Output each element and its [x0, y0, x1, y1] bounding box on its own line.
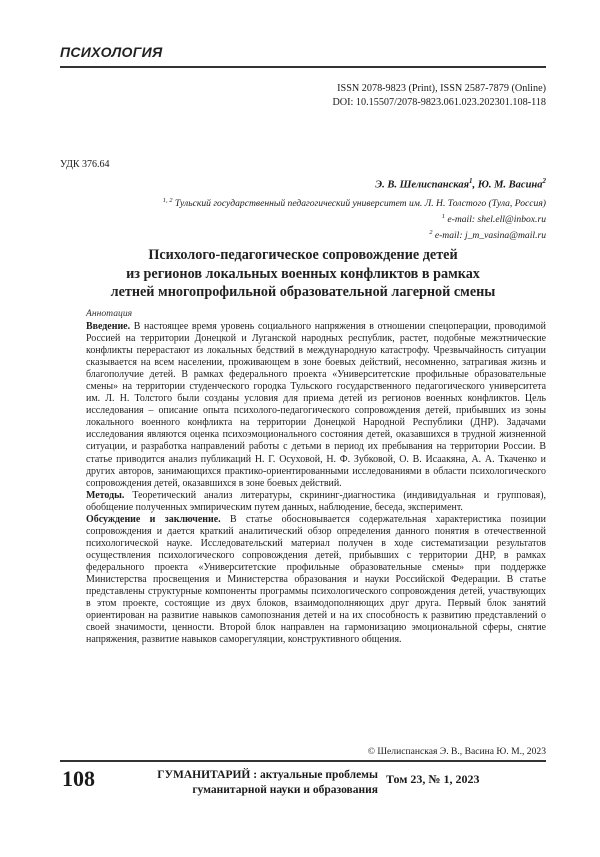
section-title: ПСИХОЛОГИЯ — [60, 44, 163, 60]
header-rule — [60, 66, 546, 68]
title-line: Психолого-педагогическое сопровождение детей — [148, 247, 458, 263]
methods-label: Методы. — [86, 489, 125, 501]
affiliation-superscript: 1, 2 — [162, 197, 173, 204]
journal-line: ГУМАНИТАРИЙ : актуальные проблемы — [157, 769, 378, 781]
author-superscript: 2 — [542, 177, 546, 185]
title-line: летней многопрофильной образовательной лагерной смены — [110, 284, 496, 300]
author-superscript: 1 — [468, 177, 473, 185]
issn-line: ISSN 2078-9823 (Print), ISSN 2587-7879 (Online) — [337, 83, 546, 94]
discussion-text: В статье обосновывается содержательная характеристика позиции сопровождения и дается краткий аналитический обзор определения данного понятия в отечественной психологической науке. Исследовательский материал получен в ходе систематизации результатов осуществления психологического сопровождения детей, прибывших с территории ДНР, в рамках федерального проекта «Университетские профильные образовательные смены» при поддержке Министерства просвещения и Министерства образования и науки Российской Федерации. В статье представлены структурные компоненты программы психологического сопровождения детей, участвующих в этом проекте, состоящие из двух блоков, взаимодополняющих друг друга. Первый блок занятий ориентирован на развитие навыков самопознания детей и на их способность к развитию представлений о своей значимости, ценности. Второй блок направлен на гармонизацию эмоциональной сферы, снятие напряжения, развитие навыков саморегуляции, конструктивного общения. — [86, 513, 546, 646]
author-name: Ю. М. Васина — [477, 179, 543, 191]
author-line — [375, 177, 546, 191]
methods-text: Теоретический анализ литературы, скрининг-диагностика (индивидуальная и групповая), обобщение полученных эмпирическим путем данных, наблюдение, беседа, эксперимент. — [86, 489, 546, 513]
volume-info: Том 23, № 1, 2023 — [386, 772, 480, 786]
email-superscript: 1 — [441, 213, 445, 220]
doi-line: DOI: 10.15507/2078-9823.061.023.202301.108-118 — [332, 97, 546, 108]
abstract-methods — [86, 490, 546, 514]
footer-rule — [60, 760, 546, 762]
email-superscript: 2 — [429, 229, 433, 236]
article-title — [60, 246, 546, 302]
copyright: © Шелиспанская Э. В., Васина Ю. М., 2023 — [367, 746, 546, 757]
abstract-body — [86, 321, 546, 646]
affiliation-text: Тульский государственный педагогический университет им. Л. Н. Толстого (Тула, Россия) — [174, 198, 546, 210]
author-separator: , — [472, 179, 478, 191]
author-name: Э. В. Шелиспанская — [375, 179, 469, 191]
affiliation — [163, 194, 546, 211]
title-line: из регионов локальных военных конфликтов в рамках — [126, 265, 480, 282]
discussion-label: Обсуждение и заключение. — [86, 513, 221, 525]
email-link: e-mail: shel.ell@inbox.ru — [447, 214, 546, 226]
page-number: 108 — [62, 766, 95, 791]
journal-name — [150, 768, 378, 798]
email-link: e-mail: j_m_vasina@mail.ru — [434, 230, 546, 242]
intro-label: Введение. — [86, 321, 131, 332]
udk-code: УДК 376.64 — [60, 159, 110, 170]
intro-text: В настоящее время уровень социального напряжения в отношении спецоперации, проводимой Россией на территории Донецкой и Луганской народных республик, растет, подобные межэтнические конфликты перерастают из локальных бедствий в международную катастрофу. Чрезвычайность ситуации сказывается на всем населении, проживающем в зоне боевых действий, несомненно, затрагивая жизнь и благополучие детей. В рамках федерального проекта «Университетские профильные образовательные смены» на территории студенческого городка Тульского государственного педагогического университета им. Л. Н. Толстого были созданы условия для приема детей из регионов военных конфликтов. Цель исследования – описание опыта психолого-педагогического сопровождения детей, прибывших из зоны локального военного конфликта на территории Донецкой Народной Республики (ДНР). Задачами исследования являются оценка психоэмоционального состояния детей, оказавшихся в трудной жизненной ситуации, и разработка направлений работы с детьми в период их пребывания на территории России. В статье приводится анализ публикаций Н. Г. Осуховой, Н. Ф. Зубковой, О. В. Исаакяна, А. А. Ткаченко и других авторов, занимающихся практико-ориентированными исследованиями в области психологического сопровождения детей, оказавшихся в зоне боевых действий. — [86, 321, 546, 489]
abstract-introduction — [86, 321, 546, 490]
abstract-discussion — [86, 514, 546, 647]
journal-line: гуманитарной науки и образования — [192, 784, 378, 796]
email-line — [442, 210, 546, 227]
abstract-heading: Аннотация — [86, 308, 133, 319]
email-line — [429, 226, 546, 243]
